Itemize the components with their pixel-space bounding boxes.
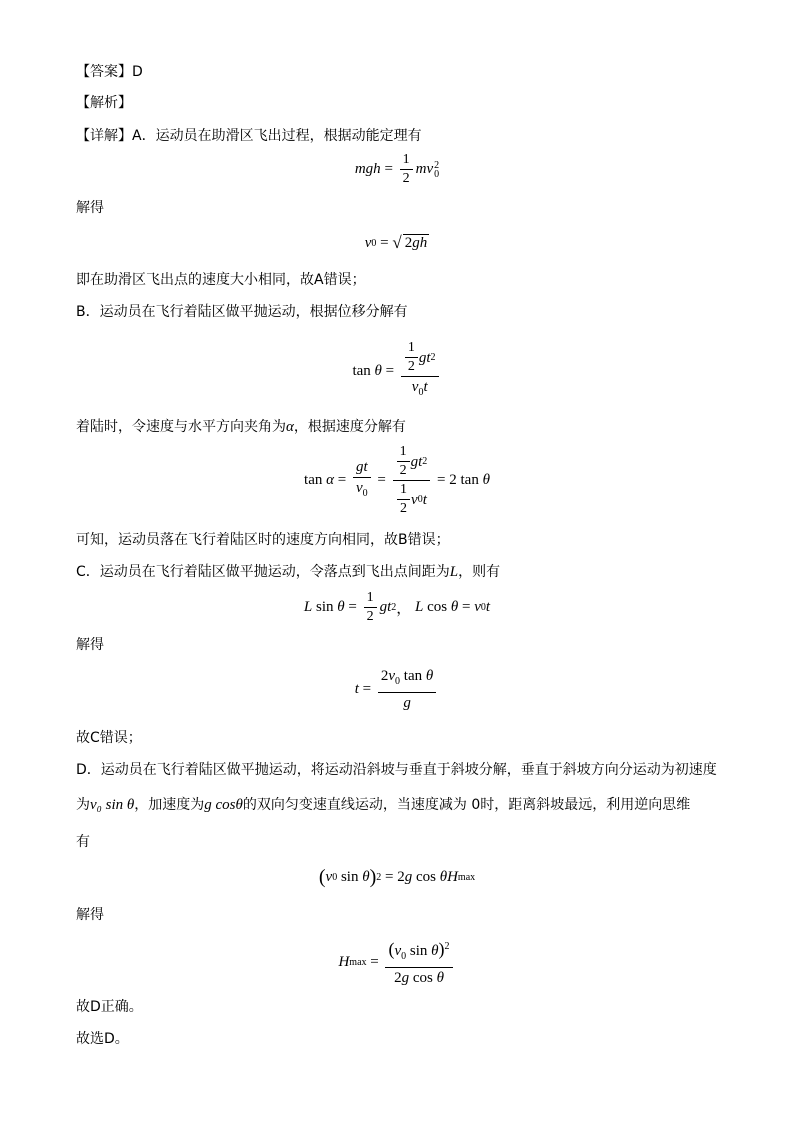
part-d-intro-line-1: D．运动员在飞行着陆区做平抛运动，将运动沿斜坡与垂直于斜坡分解，垂直于斜坡方向分运动为初速度 — [76, 762, 717, 778]
equation-energy: mgh = $\frac{1}{2}$ mv 2 0 — [354, 152, 440, 186]
part-d-conclusion: 故D正确。 — [76, 999, 143, 1015]
equation-tan-alpha: tan α = $\frac{gt}{v_0}$ = $\frac{1}{2}$ gt 2 $\frac{1}{2}$ v 0 t = 2 tan θ — [304, 444, 490, 516]
answer-line: 【答案】D — [76, 64, 143, 80]
analysis-heading: 【解析】 — [76, 95, 132, 111]
part-a-conclusion: 即在助滑区飞出点的速度大小相同，故A错误； — [76, 272, 366, 288]
final-choice: 故选D。 — [76, 1031, 129, 1047]
part-c-intro: C．运动员在飞行着陆区做平抛运动，令落点到飞出点间距为L，则有 — [76, 564, 501, 580]
equation-v0: v 0 = √ 2gh — [364, 233, 428, 252]
equation-displacement: L sin θ = $\frac{1}{2}$ gt 2 ， L cos θ = v 0 t — [303, 590, 491, 624]
equation-tan-theta: tan θ = $\frac{1}{2}$ gt 2 $v_0t$ — [0, 340, 794, 402]
part-b-landing: 着陆时，令速度与水平方向夹角为α，根据速度分解有 — [76, 419, 406, 435]
solve-label-2: 解得 — [76, 637, 104, 653]
part-a-intro: 【详解】A．运动员在助滑区飞出过程，根据动能定理有 — [76, 128, 422, 144]
solve-label-1: 解得 — [76, 200, 104, 216]
equation-hmax: H max = $\frac{(v_0 \sin \theta)^2}{\text{2g cos θ}}$ — [0, 938, 794, 987]
part-d-intro-line-2: 为v₀ sin θ，加速度为g cosθ的双向匀变速直线运动，当速度减为 0时，距离斜坡最远，利用逆向思维 — [76, 797, 691, 813]
part-b-conclusion: 可知，运动员落在飞行着陆区时的速度方向相同，故B错误； — [76, 532, 450, 548]
part-c-conclusion: 故C错误； — [76, 730, 142, 746]
part-b-intro: B．运动员在飞行着陆区做平抛运动，根据位移分解有 — [76, 304, 408, 320]
equation-time: t = $\frac{2v_0 \tan \theta}{g}$ — [0, 667, 794, 712]
part-d-intro-line-3: 有 — [76, 834, 90, 850]
solve-label-3: 解得 — [76, 907, 104, 923]
equation-max-distance: ( v 0 sin θ ) 2 = 2 g cos θH max — [318, 866, 476, 888]
